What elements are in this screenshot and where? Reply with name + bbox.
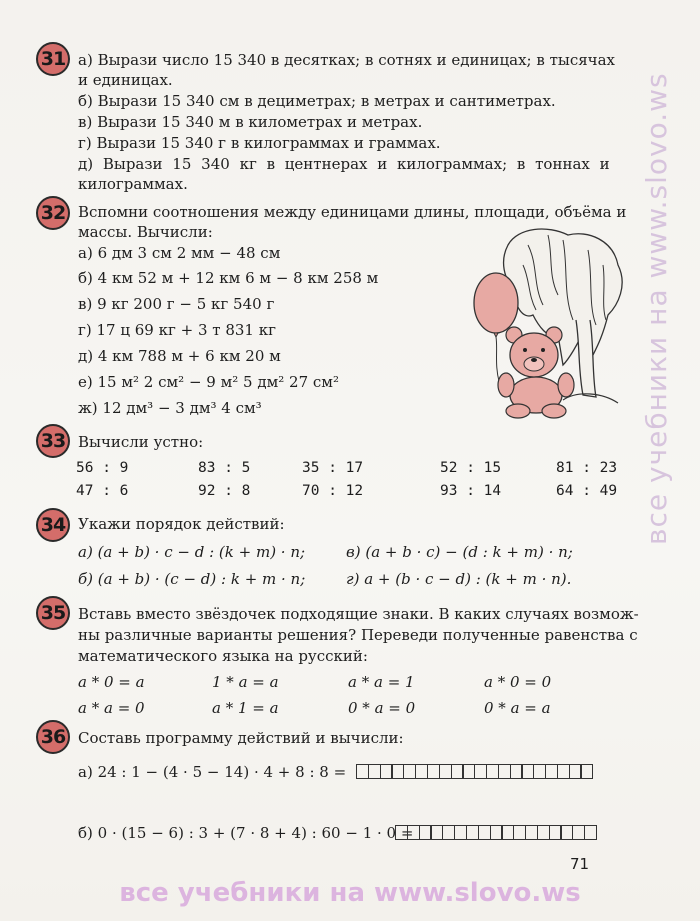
task-number-badge: 33	[36, 424, 70, 458]
expression-a: а) (a + b) · c − d : (k + m) · n;	[78, 543, 306, 561]
task-33-intro: Вычисли устно:	[78, 433, 204, 451]
task-32-item: г) 17 ц 69 кг + 3 т 831 кг	[78, 321, 276, 339]
task-31-line-v: в) Вырази 15 340 м в километрах и метрах.	[78, 113, 423, 131]
side-watermark: все учебники на www.slovo.ws	[640, 72, 673, 545]
task-31-line-b: б) Вырази 15 340 см в дециметрах; в метрах и сантиметрах.	[78, 92, 556, 110]
equation: a * a = 1	[348, 673, 415, 691]
page-number: 71	[570, 855, 590, 873]
program-expression-b: б) 0 · (15 − 6) : 3 + (7 · 8 + 4) : 60 − 1 · 0 =	[78, 824, 414, 842]
division-expression: 35 : 17	[302, 460, 364, 476]
program-expression-a: а) 24 : 1 − (4 · 5 − 14) · 4 + 8 : 8 =	[78, 763, 347, 781]
task-32-item: в) 9 кг 200 г − 5 кг 540 г	[78, 295, 275, 313]
division-expression: 64 : 49	[556, 483, 618, 499]
task-32-item: а) 6 дм 3 см 2 мм − 48 см	[78, 244, 281, 262]
task-32-intro-1: Вспомни соотношения между единицами длины, площади, объёма и	[78, 203, 627, 221]
task-number-badge: 31	[36, 42, 70, 76]
division-expression: 93 : 14	[440, 483, 502, 499]
bear-balloon-illustration	[468, 225, 628, 420]
equation: 1 * a = a	[212, 673, 279, 691]
equation: 0 * a = a	[484, 699, 551, 717]
task-32-intro-2: массы. Вычисли:	[78, 223, 213, 241]
division-expression: 83 : 5	[198, 460, 251, 476]
equation: a * 0 = a	[78, 673, 145, 691]
equation: 0 * a = 0	[348, 699, 416, 717]
division-expression: 92 : 8	[198, 483, 251, 499]
expression-g: г) a + (b · c − d) : (k + m · n).	[346, 570, 572, 588]
task-number-badge: 32	[36, 196, 70, 230]
task-32-item: ж) 12 дм³ − 3 дм³ 4 см³	[78, 399, 262, 417]
answer-cells-b[interactable]	[395, 825, 596, 840]
task-31-line-d1: д) Вырази 15 340 кг в центнерах и килограммах; в тоннах и	[78, 155, 610, 173]
division-expression: 56 : 9	[76, 460, 129, 476]
equation: a * 0 = 0	[484, 673, 552, 691]
expression-b: б) (a + b) · (c − d) : k + m · n;	[78, 570, 306, 588]
task-32-item: е) 15 м² 2 см² − 9 м² 5 дм² 27 см²	[78, 373, 339, 391]
division-expression: 52 : 15	[440, 460, 502, 476]
task-31-line-a2: и единицах.	[78, 71, 173, 89]
task-36-intro: Составь программу действий и вычисли:	[78, 729, 404, 747]
division-expression: 70 : 12	[302, 483, 364, 499]
task-32-item: б) 4 км 52 м + 12 км 6 м − 8 км 258 м	[78, 269, 379, 287]
task-number-badge: 36	[36, 720, 70, 754]
division-expression: 81 : 23	[556, 460, 618, 476]
task-35-line-3: математического языка на русский:	[78, 647, 368, 665]
expression-v: в) (a + b · c) − (d : k + m) · n;	[346, 543, 573, 561]
task-31-line-d2: килограммах.	[78, 175, 188, 193]
equation: a * a = 0	[78, 699, 145, 717]
answer-cells-a[interactable]	[356, 764, 592, 779]
task-32-item: д) 4 км 788 м + 6 км 20 м	[78, 347, 281, 365]
bottom-watermark: все учебники на www.slovo.ws	[119, 878, 581, 908]
task-35-line-2: ны различные варианты решения? Переведи полученные равенства с	[78, 626, 638, 644]
equation: a * 1 = a	[212, 699, 279, 717]
task-31-line-a1: а) Вырази число 15 340 в десятках; в сотнях и единицах; в тысячах	[78, 51, 616, 69]
task-number-badge: 34	[36, 508, 70, 542]
task-number-badge: 35	[36, 596, 70, 630]
task-35-line-1: Вставь вместо звёздочек подходящие знаки. В каких случаях возмож-	[78, 605, 639, 623]
division-expression: 47 : 6	[76, 483, 129, 499]
task-34-intro: Укажи порядок действий:	[78, 515, 285, 533]
task-31-line-g: г) Вырази 15 340 г в килограммах и граммах.	[78, 134, 441, 152]
